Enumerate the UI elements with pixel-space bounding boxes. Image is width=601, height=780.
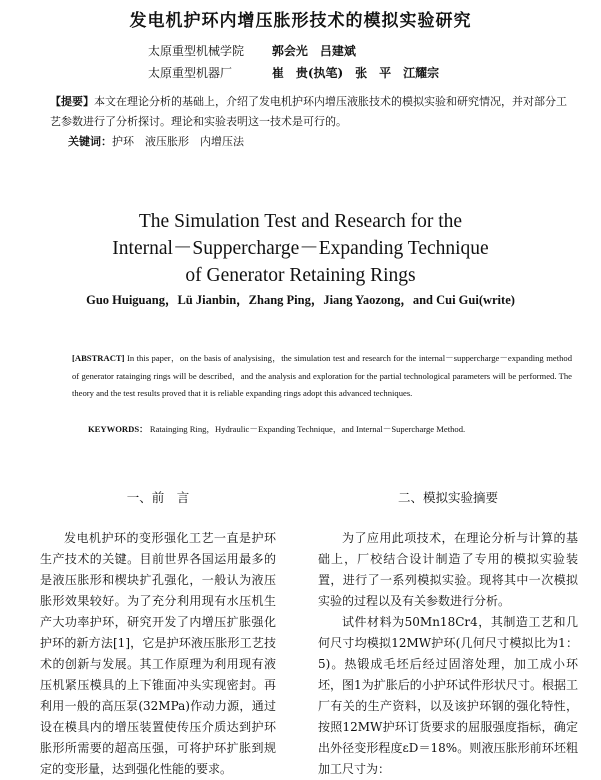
title-line-2: Internal－Suppercharge－Expanding Technique [112, 238, 489, 259]
abstract-label: 【提要】 [50, 95, 94, 108]
affiliation-1 [148, 42, 568, 59]
section-heading: 一、前 言 [126, 490, 190, 505]
abstract-label: [ABSTRACT] [72, 353, 125, 363]
affiliation-org: 太原重型机械学院 [148, 44, 245, 58]
abstract-text: 本文在理论分析的基础上，介绍了发电机护环内增压液胀技术的模拟实验和研究情况，并对部分工艺参数进行了分析探讨。理论和实验表明这一技术是可行的。 [50, 95, 567, 128]
keywords-label: KEYWORDS： [88, 424, 148, 434]
affiliation-authors: 崔 贵(执笔) 张 平 江耀宗 [271, 66, 440, 80]
abstract-cn [50, 92, 570, 152]
section-heading: 二、模拟实验摘要 [397, 490, 498, 505]
body-column-right [318, 528, 578, 780]
keywords-text: 护环 液压胀形 内增压法 [112, 135, 244, 148]
abstract-en [72, 350, 572, 403]
paragraph: 为了应用此项技术，在理论分析与计算的基础上，厂校结合设计制造了专用的模拟实验装置，进行了一系列模拟实验。现将其中一次模拟实验的过程以及有关参数进行分析。 [318, 531, 578, 608]
abstract-text: In this paper，on the basis of analysising，the simulation test and research for the internal－suppercharge－expanding method of generator ratainging rings will be described，and the analysis and exploration for the partial technological parameters will be performed. The theory and the test results proved that it is reliable expanding rings adopt this advanced techniques. [72, 353, 572, 398]
title-line-3: of Generator Retaining Rings [185, 265, 416, 286]
paragraph: 试件材料为50Mn18Cr4，其制造工艺和几何尺寸均模拟12MW护环(几何尺寸模拟比为1：5)。热锻成毛坯后经过固溶处理，加工成小环坯，图1为扩胀后的小护环试件形状尺寸。根据工厂有关的生产资料，以及该护环钢的强化特性，按照12MW护环订货要求的屈服强度指标，确定出外径变形程度εD＝18%。则液压胀形前环坯粗加工尺寸为： [318, 615, 578, 776]
paragraph: 发电机护环的变形强化工艺一直是护环生产技术的关键。目前世界各国运用最多的是液压胀形和楔块扩孔强化，一般认为液压胀形效果较好。为了充分利用现有水压机生产大功率护环，研究开发了内增压扩胀强化护环的新方法[1]，它是护环液压胀形工艺技术的创新与发展。其工作原理为利用现有液压机紧压模具的上下锥面冲头实现密封。再利用一般的高压泵(32MPa)作动力源，通过设在模具内的增压装置使传压介质达到护环胀形所需要的超高压强，可将护环扩胀到规定的变形量，达到强化性能的要求。 [40, 531, 276, 776]
paper-title-cn: 发电机护环内增压胀形技术的模拟实验研究 [129, 11, 472, 31]
affiliation-org: 太原重型机器厂 [148, 66, 233, 80]
paper-title-en [0, 208, 601, 289]
keywords-en [88, 423, 568, 435]
keywords-label: 关键词： [68, 135, 112, 148]
affiliation-authors: 郭会光 吕建斌 [271, 44, 356, 58]
title-line-1: The Simulation Test and Research for the [138, 211, 463, 232]
keywords-text: Ratainging Ring，Hydraulic－Expanding Technique，and Internal－Supercharge Method. [147, 424, 466, 434]
author-list: Guo Huiguang，Lü Jianbin，Zhang Ping，Jiang Yaozong，and Cui Gui(write) [86, 293, 515, 307]
body-column-left [40, 528, 276, 780]
affiliation-2 [148, 64, 568, 81]
